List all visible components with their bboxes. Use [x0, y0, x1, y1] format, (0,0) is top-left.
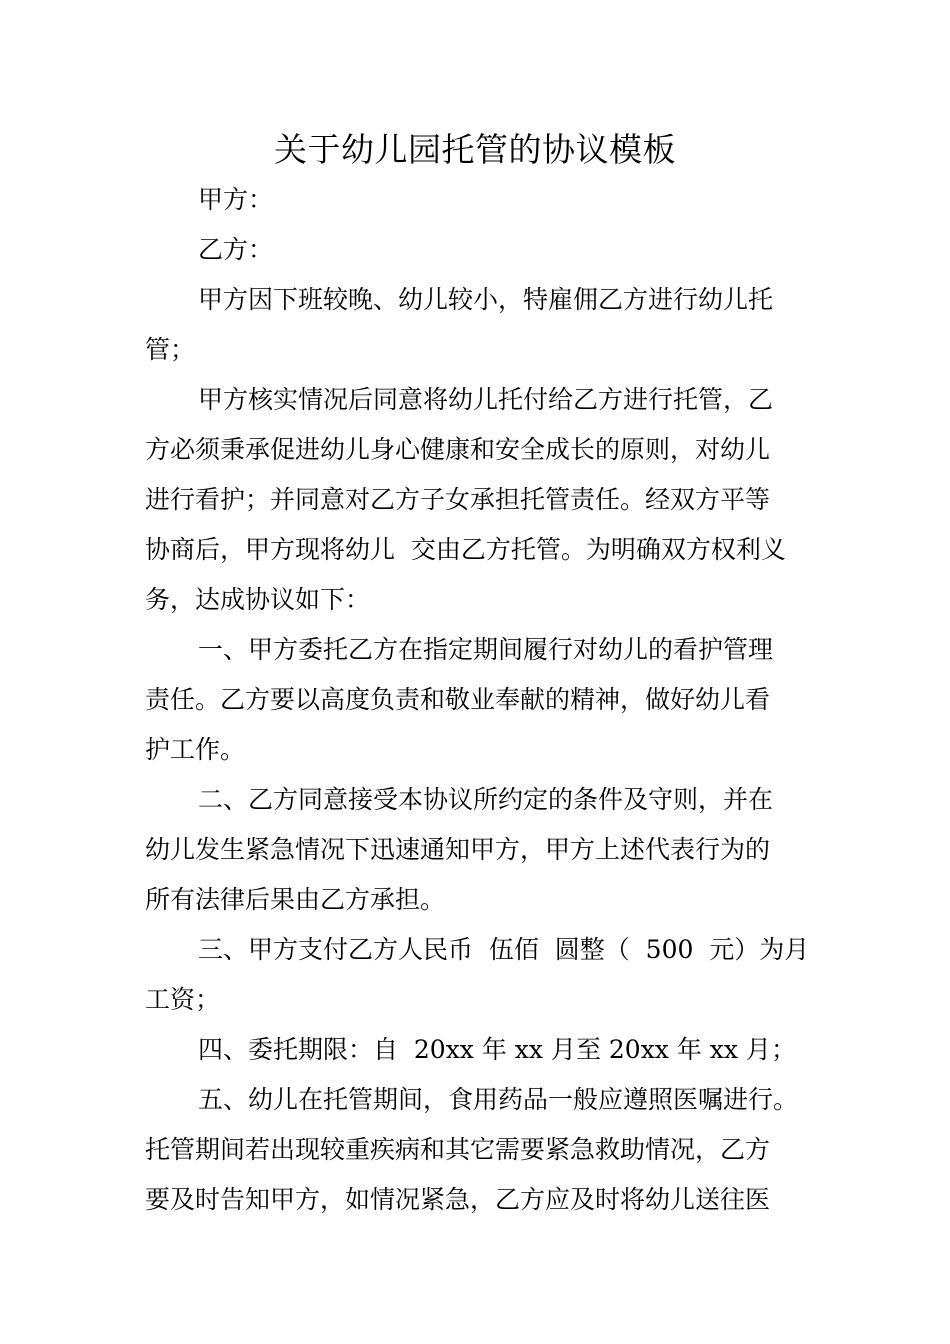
paragraph-line: 管；: [145, 335, 196, 364]
paragraph-line: 方必须秉承促进幼儿身心健康和安全成长的原则，对幼儿: [145, 435, 771, 464]
clause-5-line: 托管期间若出现较重疾病和其它需要紧急救助情况，乙方: [145, 1135, 771, 1164]
paragraph-line: 甲方因下班较晚、幼儿较小，特雇佣乙方进行幼儿托: [198, 285, 774, 314]
clause-2-line: 二、乙方同意接受本协议所约定的条件及守则，并在: [198, 785, 774, 814]
clause-5-line: 五、幼儿在托管期间，食用药品一般应遵照医嘱进行。: [198, 1085, 799, 1114]
party-b-line: 乙方：: [198, 235, 274, 264]
paragraph-line: 务，达成协议如下：: [145, 585, 371, 614]
paragraph-line: 进行看护；并同意对乙方子女承担托管责任。经双方平等: [145, 485, 771, 514]
clause-5-line: 要及时告知甲方，如情况紧急，乙方应及时将幼儿送往医: [145, 1185, 771, 1214]
paragraph-line: 甲方核实情况后同意将幼儿托付给乙方进行托管，乙: [198, 385, 774, 414]
clause-1-line: 护工作。: [145, 735, 246, 764]
clause-2-line: 幼儿发生紧急情况下迅速通知甲方，甲方上述代表行为的: [145, 835, 771, 864]
clause-1-line: 责任。乙方要以高度负责和敬业奉献的精神，做好幼儿看: [145, 685, 771, 714]
party-a-line: 甲方：: [198, 185, 274, 214]
clause-1-line: 一、甲方委托乙方在指定期间履行对幼儿的看护管理: [198, 635, 774, 664]
clause-4-line: 四、委托期限：自 20xx 年 xx 月至 20xx 年 xx 月；: [198, 1035, 796, 1064]
clause-3-line: 工资；: [145, 985, 221, 1014]
document-title: 关于幼儿园托管的协议模板: [274, 130, 676, 169]
clause-2-line: 所有法律后果由乙方承担。: [145, 885, 446, 914]
clause-3-line: 三、甲方支付乙方人民币 伍佰 圆整（ 500 元）为月: [198, 935, 810, 964]
paragraph-line: 协商后，甲方现将幼儿 交由乙方托管。为明确双方权利义: [145, 535, 786, 564]
